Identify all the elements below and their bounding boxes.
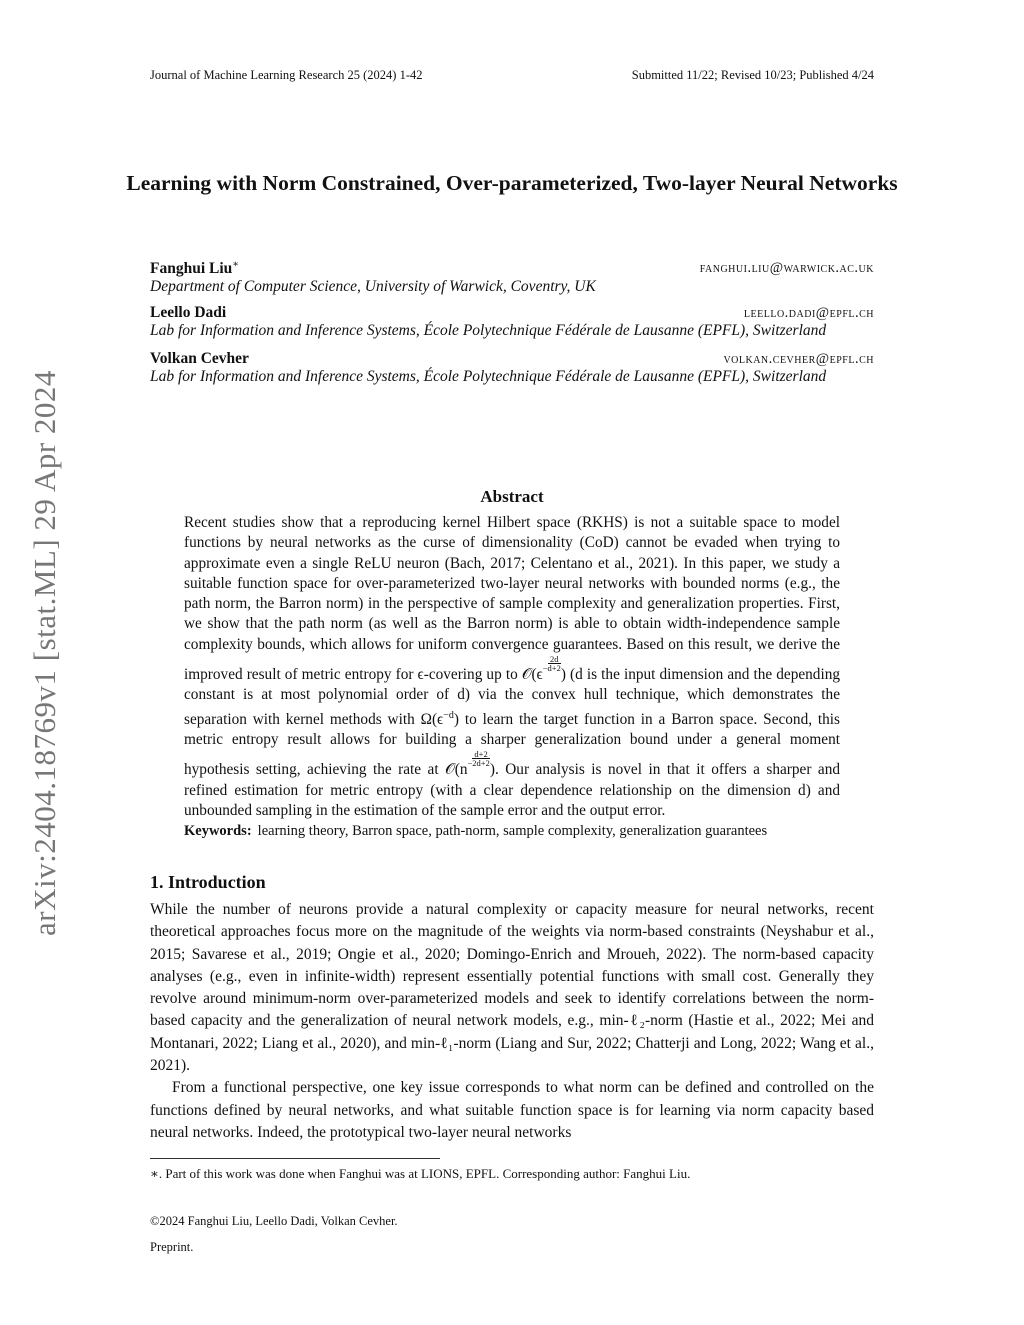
footnote: ∗. Part of this work was done when Fanghui was at LIONS, EPFL. Corresponding author: Fanghui Liu. [150, 1166, 691, 1181]
math-exponent: − [542, 663, 548, 674]
footnote-divider [150, 1158, 440, 1159]
math-base: Ω(ϵ [420, 710, 444, 728]
math-fraction [472, 750, 490, 767]
abstract-heading: Abstract [480, 487, 544, 506]
math-exponent: −d [443, 709, 454, 721]
footnote-mark: ∗ [232, 259, 240, 270]
paragraph: From a functional perspective, one key issue corresponds to what norm can be defined and controlled on the functions defined by neural networks, and what suitable function space is for learning via norm capacity based neural networks. Indeed, the prototypical two-layer neural networks [150, 1079, 874, 1141]
abstract-segment: Recent studies show that a reproducing kernel Hilbert space (RKHS) is not a suitable space to model functions by neural networks as the curse of dimensionality (CoD) cannot be evaded when trying to approximate even a single ReLU neuron (Bach, 2017; Celentano et al., 2021). In this paper, we study a suitable function space for over-parameterized two-layer neural networks with bounded norms (e.g., the path norm, the Barron norm) in the perspective of sample complexity and generalization properties. First, we show that the path norm (as well as the Barron norm) is able to obtain width-independence sample complexity bounds, which allows for uniform convergence guarantees. Based on this result, we derive the improved result of metric entropy for ϵ-covering up to [184, 514, 840, 684]
math-close: ) [560, 666, 566, 684]
keywords [184, 823, 864, 840]
math-close: ) [489, 761, 495, 779]
abstract-segment: (d is the input dimension and the depending constant is at most polynomial order of d) via the convex hull technique, which demonstrates the separation with kernel methods with [184, 666, 840, 728]
author-name: Volkan Cevher [150, 350, 249, 367]
keywords-list: learning theory, Barron space, path-norm, sample complexity, generalization guarantees [257, 823, 768, 839]
author-email: volkan.cevher@epfl.ch [723, 351, 874, 367]
abstract-segment: . Our analysis is novel in that it offers a sharper and refined estimation for metric entropy (with a clear dependence relationship on the dimension d) and unbounded sampling in the estimation of the sample error and the output error. [184, 761, 841, 819]
math-fraction [548, 655, 561, 672]
author-affiliation: Lab for Information and Inference Systems, École Polytechnique Fédérale de Lausanne (EPFL), Switzerland [150, 368, 827, 385]
paragraph: While the number of neurons provide a natural complexity or capacity measure for neural networks, recent theoretical approaches focus more on the magnitude of the weights via norm-based constraints (Neyshabur et al., 2015; Savarese et al., 2019; Ongie et al., 2020; Domingo-Enrich and Mroueh, 2022). The norm-based capacity analyses (e.g., even in infinite-width) represent essentially potential functions with small cost. Generally they revolve around minimum-norm over-parameterized models and seek to identify correlations between the norm-based capacity and the generalization of neural network models, e.g., min-ℓ₂-norm (Hastie et al., 2022; Mei and Montanari, 2022; Liang et al., 2020), and min-ℓ₁-norm (Liang and Sur, 2022; Chatterji and Long, 2022; Wang et al., 2021). [150, 901, 874, 1075]
math-close: ) [453, 710, 459, 728]
submission-dates: Submitted 11/22; Revised 10/23; Published 4/24 [631, 68, 874, 82]
journal-header: Journal of Machine Learning Research 25 (2024) 1-42 [150, 68, 423, 82]
copyright: ©2024 Fanghui Liu, Leello Dadi, Volkan Cevher. [150, 1214, 398, 1228]
section-heading: 1. Introduction [150, 872, 266, 892]
paper-title: Learning with Norm Constrained, Over-parameterized, Two-layer Neural Networks [126, 171, 898, 195]
fraction-numerator: d+2 [472, 750, 490, 759]
fraction-denominator: 2d+2 [472, 758, 490, 769]
math-kernel-rate [421, 711, 459, 728]
author-affiliation: Lab for Information and Inference Systems, École Polytechnique Fédérale de Lausanne (EPFL), Switzerland [150, 322, 827, 339]
author-email: fanghui.liu@warwick.ac.uk [699, 260, 874, 276]
math-base: 𝒪(n [445, 761, 468, 779]
abstract-text [184, 513, 840, 821]
keywords-label: Keywords: [184, 823, 252, 839]
math-covering-rate [521, 654, 566, 684]
math-base: 𝒪(ϵ [521, 666, 543, 684]
math-generalization-rate [445, 749, 495, 779]
author-affiliation: Department of Computer Science, University of Warwick, Coventry, UK [150, 278, 596, 296]
author-email: leello.dadi@epfl.ch [743, 305, 874, 321]
preprint-label: Preprint. [150, 1240, 194, 1254]
author-block [150, 304, 874, 340]
author-block [150, 350, 874, 386]
author-block [150, 259, 874, 296]
author-name: Leello Dadi [150, 304, 227, 321]
introduction-body [150, 899, 874, 1144]
math-exponent: − [467, 758, 473, 769]
fraction-denominator: d+2 [547, 663, 561, 674]
author-name: Fanghui Liu [150, 260, 233, 278]
abstract-segment: to learn the target function in a Barron space. Second, this metric entropy result allows for building a sharper generalization bound under a general moment hypothesis setting, achieving the rate at [184, 710, 840, 779]
fraction-numerator: 2d [548, 655, 561, 664]
arxiv-identifier: arXiv:2404.18769v1 [stat.ML] 29 Apr 2024 [27, 370, 62, 936]
